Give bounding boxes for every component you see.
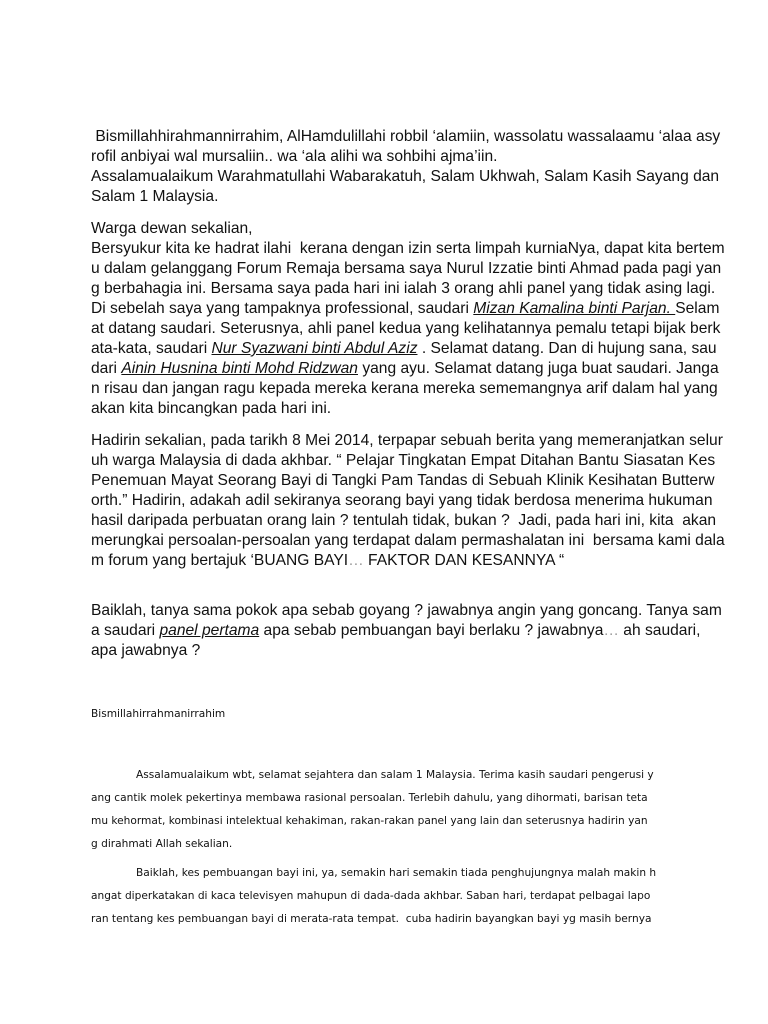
argument-paragraph	[91, 862, 691, 931]
text-line: rofil anbiyai wal mursaliin.. wa ‘ala alihi wa sohbihi ajma’iin.	[91, 148, 498, 165]
text-line: Assalamualaikum wbt, selamat sejahtera dan salam 1 Malaysia. Terima kasih saudari pengerusi y	[136, 769, 654, 781]
text-line: g dirahmati Allah sekalian.	[91, 838, 233, 850]
forum-host-script	[91, 127, 725, 661]
text-line: merungkai persoalan-persoalan yang terdapat dalam permashalatan ini bersama kami dala	[91, 532, 725, 549]
text-run: ah saudari,	[618, 622, 701, 639]
text-run: a saudari	[91, 622, 160, 639]
text-line: akan kita bincangkan pada hari ini.	[91, 400, 332, 417]
text-line: mu kehormat, kombinasi intelektual kehakiman, rakan-rakan panel yang lain dan seterusnya hadirin yan	[91, 815, 648, 827]
paragraph-gap	[91, 207, 711, 219]
text-run: ata-kata, saudari	[91, 340, 212, 357]
text-run: . Selamat datang. Dan di hujung sana, sau	[417, 340, 717, 357]
text-line: Bismillahhirahmannirrahim, AlHamdulillahi robbil ‘alamiin, wassolatu wassalaamu ‘alaa asy	[91, 128, 721, 145]
panelist-name-2: Nur Syazwani binti Abdul Aziz	[211, 340, 418, 357]
paragraph-gap	[91, 571, 711, 601]
text-run: dari	[91, 360, 122, 377]
text-line: Hadirin sekalian, pada tarikh 8 Mei 2014, terpapar sebuah berita yang memeranjatkan selur	[91, 432, 723, 449]
ellipsis: …	[603, 622, 619, 639]
text-line: apa jawabnya ?	[91, 642, 201, 659]
panelist-name-1: Mizan Kamalina binti Parjan.	[473, 300, 676, 317]
section-heading: Bismillahirrahmanirrahim	[91, 708, 226, 720]
text-line: orth.” Hadirin, adakah adil sekiranya seorang bayi yang tidak berdosa menerima hukuman	[91, 492, 713, 509]
opening-paragraph	[91, 127, 721, 207]
text-line: u dalam gelanggang Forum Remaja bersama saya Nurul Izzatie binti Ahmad pada pagi yan	[91, 260, 722, 277]
text-line	[91, 299, 720, 319]
panel-reference: panel pertama	[159, 622, 260, 639]
text-line: n risau dan jangan ragu kepada mereka kerana mereka sememangnya arif dalam hal yang	[91, 380, 718, 397]
text-line: Baiklah, tanya sama pokok apa sebab goyang ? jawabnya angin yang goncang. Tanya sam	[91, 602, 722, 619]
text-line: uh warga Malaysia di dada akhbar. “ Pelajar Tingkatan Empat Ditahan Bantu Siasatan Kes	[91, 452, 716, 469]
text-line: g berbahagia ini. Bersama saya pada hari ini ialah 3 orang ahli panel yang tidak asing lagi.	[91, 280, 716, 297]
text-run: m forum yang bertajuk ‘BUANG BAYI	[91, 552, 349, 569]
panelist-name-3: Ainin Husnina binti Mohd Ridzwan	[121, 360, 358, 377]
paragraph-gap	[91, 419, 711, 431]
text-run: FAKTOR DAN KESANNYA “	[363, 552, 565, 569]
text-line: Salam 1 Malaysia.	[91, 188, 219, 205]
text-run: Di sebelah saya yang tampaknya professional, saudari	[91, 300, 474, 317]
news-paragraph	[91, 431, 725, 571]
ellipsis: …	[348, 552, 364, 569]
text-line	[91, 359, 719, 379]
text-run: yang ayu. Selamat datang juga buat saudari. Janga	[357, 360, 719, 377]
text-line: Assalamualaikum Warahmatullahi Wabarakatuh, Salam Ukhwah, Salam Kasih Sayang dan	[91, 168, 720, 185]
text-line: Penemuan Mayat Seorang Bayi di Tangki Pam Tandas di Sebuah Klinik Kesihatan Butterw	[91, 472, 715, 489]
text-line: Warga dewan sekalian,	[91, 220, 253, 237]
greeting-paragraph	[91, 764, 691, 856]
text-line: ran tentang kes pembuangan bayi di merata-rata tempat. cuba hadirin bayangkan bayi yg masih bernya	[91, 913, 652, 925]
question-paragraph	[91, 601, 722, 661]
text-run: Selam	[675, 300, 720, 317]
text-run: apa sebab pembuangan bayi berlaku ? jawabnya	[259, 622, 604, 639]
text-line: angat diperkatakan di kaca televisyen mahupun di dada-dada akhbar. Saban hari, terdapat pelbagai lapo	[91, 890, 651, 902]
text-line	[91, 551, 711, 571]
text-line	[91, 621, 711, 641]
text-line: Bersyukur kita ke hadrat ilahi kerana dengan izin serta limpah kurniaNya, dapat kita bertem	[91, 240, 725, 257]
text-line: at datang saudari. Seterusnya, ahli panel kedua yang kelihatannya pemalu tetapi bijak berk	[91, 320, 721, 337]
text-line: Baiklah, kes pembuangan bayi ini, ya, semakin hari semakin tiada penghujungnya malah makin h	[136, 867, 657, 879]
text-line: hasil daripada perbuatan orang lain ? tentulah tidak, bukan ? Jadi, pada hari ini, kita akan	[91, 512, 717, 529]
text-line: ang cantik molek pekertinya membawa rasional persoalan. Terlebih dahulu, yang dihormati, barisan teta	[91, 792, 648, 804]
text-line	[91, 339, 717, 359]
welcome-paragraph	[91, 219, 725, 419]
panelist-body	[91, 764, 691, 931]
